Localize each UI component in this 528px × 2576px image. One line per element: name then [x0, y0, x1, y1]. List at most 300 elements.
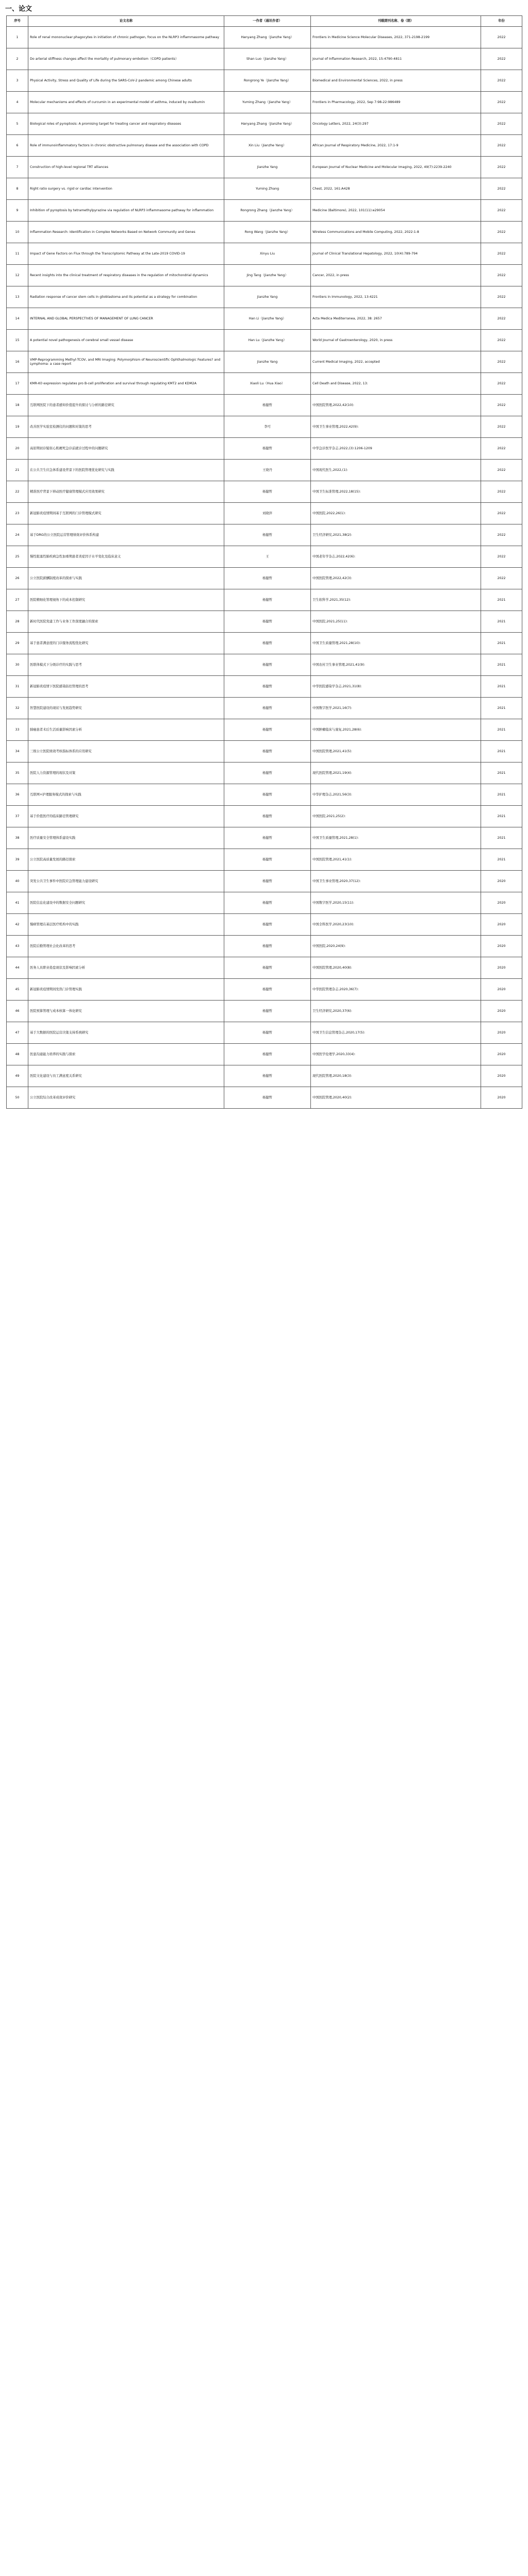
- cell-author: Shan Luo（Jianzhe Yang）: [224, 48, 311, 70]
- cell-author: Jianzhe Yang: [224, 286, 311, 308]
- cell-year: 2020: [481, 871, 522, 892]
- cell-journal: 中国数字医学,2021,16(7):: [311, 698, 481, 719]
- cell-title: 精准医疗背景下移动医疗健康管理模式应用效果研究: [28, 481, 224, 503]
- cell-no: 36: [7, 784, 28, 806]
- cell-author: Rongrong Ye（Jianzhe Yang）: [224, 70, 311, 92]
- cell-year: 2022: [481, 200, 522, 222]
- cell-journal: 中华护理杂志,2021,56(3):: [311, 784, 481, 806]
- cell-title: Inhibition of pyroptosis by tetramethylpyrazine via regulation of NLRP3 inflammasome pathway for inflammation: [28, 200, 224, 222]
- table-row: [7, 395, 522, 416]
- cell-journal: Cell Death and Disease, 2022, 13:: [311, 373, 481, 395]
- cell-author: 杨健哲: [224, 784, 311, 806]
- cell-year: 2022: [481, 438, 522, 460]
- cell-journal: 卫生经济研究,2020,37(6):: [311, 1001, 481, 1022]
- cell-year: 2022: [481, 308, 522, 330]
- cell-journal: Oncology Letters, 2022, 24(3):297: [311, 113, 481, 135]
- cell-year: 2021: [481, 784, 522, 806]
- cell-year: 2022: [481, 286, 522, 308]
- cell-year: 2022: [481, 373, 522, 395]
- cell-no: 32: [7, 698, 28, 719]
- cell-title: 高原期初诊疑似心肌梗死急诊前就诊过程中的问题研究: [28, 438, 224, 460]
- header-title: 论文名称: [28, 16, 224, 27]
- cell-journal: Frontiers in Medicine Science Molecular Diseases, 2022, 371-2198-2199: [311, 27, 481, 48]
- cell-journal: 中国医院管理,2021,41(1):: [311, 849, 481, 871]
- cell-no: 25: [7, 546, 28, 568]
- cell-title: 基于DRG的公立医院运营管理绩效评价体系构建: [28, 524, 224, 546]
- cell-journal: Acta Medica Mediterranea, 2022, 38: 2657: [311, 308, 481, 330]
- cell-year: 2022: [481, 157, 522, 178]
- cell-no: 50: [7, 1087, 28, 1109]
- cell-author: Jianzhe Yang: [224, 351, 311, 373]
- table-row: [7, 546, 522, 568]
- cell-title: 互联网医院下的患者感知价值提升的探讨与分析的路径研究: [28, 395, 224, 416]
- cell-title: 医疗质量安全管理体系建设实践: [28, 827, 224, 849]
- cell-year: 2022: [481, 178, 522, 200]
- cell-author: 杨健哲: [224, 1065, 311, 1087]
- cell-year: 2022: [481, 265, 522, 286]
- cell-title: 新冠肺炎疫情期间发热门诊管理实践: [28, 979, 224, 1001]
- table-row: [7, 524, 522, 546]
- cell-author: 杨健哲: [224, 633, 311, 654]
- table-row: [7, 1087, 522, 1109]
- cell-year: 2020: [481, 892, 522, 914]
- table-row: [7, 308, 522, 330]
- table-row: [7, 871, 522, 892]
- cell-title: Inflammation Research: Identification in Complex Networks Based on Network Community and Genes: [28, 222, 224, 243]
- header-journal: 刊载期刊名称、卷（期）: [311, 16, 481, 27]
- cell-author: 王: [224, 546, 311, 568]
- cell-journal: 中国卫生事业管理,2022,42(9):: [311, 416, 481, 438]
- cell-journal: 中国医院,2022,26(1):: [311, 503, 481, 524]
- cell-no: 24: [7, 524, 28, 546]
- cell-author: 杨健哲: [224, 1087, 311, 1109]
- table-row: [7, 568, 522, 589]
- cell-title: Molecular mechanisms and effects of curcumin in an experimental model of asthma, induced by ovalbumin: [28, 92, 224, 113]
- cell-title: 公立医院薪酬制度改革的探索与实践: [28, 568, 224, 589]
- cell-title: 医院文化建设与员工满意度关系研究: [28, 1065, 224, 1087]
- table-row: [7, 849, 522, 871]
- cell-no: 42: [7, 914, 28, 936]
- cell-title: Radiation response of cancer stem cells in glioblastoma and its potential as a strategy for combination: [28, 286, 224, 308]
- table-row: [7, 698, 522, 719]
- cell-author: Xinyu Liu: [224, 243, 311, 265]
- cell-author: 杨健哲: [224, 871, 311, 892]
- cell-journal: 中国医院管理,2022,42(3):: [311, 568, 481, 589]
- table-row: [7, 914, 522, 936]
- table-row: [7, 438, 522, 460]
- cell-author: 杨健哲: [224, 438, 311, 460]
- cell-author: 杨健哲: [224, 1001, 311, 1022]
- cell-author: Hanyang Zhang（Jianzhe Yang）: [224, 113, 311, 135]
- cell-author: 杨健哲: [224, 676, 311, 698]
- cell-no: 28: [7, 611, 28, 633]
- table-row: [7, 286, 522, 308]
- cell-author: 杨健哲: [224, 568, 311, 589]
- cell-author: 杨健哲: [224, 589, 311, 611]
- cell-journal: 中国全科医学,2020,23(10):: [311, 914, 481, 936]
- cell-year: 2021: [481, 762, 522, 784]
- cell-journal: Frontiers in Immunology, 2022, 13:4221: [311, 286, 481, 308]
- cell-year: 2021: [481, 654, 522, 676]
- table-row: [7, 1022, 522, 1044]
- table-row: [7, 373, 522, 395]
- cell-year: 2022: [481, 568, 522, 589]
- cell-journal: Journal of Clinical Translational Hepatology, 2022, 10(4):789-794: [311, 243, 481, 265]
- cell-year: 2021: [481, 698, 522, 719]
- cell-journal: 中华医院管理杂志,2020,36(7):: [311, 979, 481, 1001]
- cell-journal: 中国医院,2021,25(2):: [311, 806, 481, 827]
- cell-no: 12: [7, 265, 28, 286]
- cell-year: 2022: [481, 395, 522, 416]
- cell-author: 杨健哲: [224, 741, 311, 762]
- cell-year: 2022: [481, 481, 522, 503]
- cell-no: 16: [7, 351, 28, 373]
- cell-title: INTERNAL AND GLOBAL PERSPECTIVES OF MANAGEMENT OF LUNG CANCER: [28, 308, 224, 330]
- cell-title: 基于大数据的医院运营决策支持系统研究: [28, 1022, 224, 1044]
- table-row: [7, 633, 522, 654]
- cell-journal: Biomedical and Environmental Sciences, 2022, in press: [311, 70, 481, 92]
- cell-year: 2020: [481, 1087, 522, 1109]
- cell-title: 新冠肺炎疫情下医院感染防控管理的思考: [28, 676, 224, 698]
- table-row: [7, 351, 522, 373]
- cell-no: 40: [7, 871, 28, 892]
- cell-author: 杨健哲: [224, 395, 311, 416]
- cell-year: 2021: [481, 806, 522, 827]
- cell-author: 杨健哲: [224, 1022, 311, 1044]
- cell-year: 2021: [481, 589, 522, 611]
- cell-journal: 中国肿瘤临床与康复,2021,28(6):: [311, 719, 481, 741]
- cell-no: 10: [7, 222, 28, 243]
- cell-title: 公立医院综合改革成效评价研究: [28, 1087, 224, 1109]
- cell-author: Han Lu（Jianzhe Yang）: [224, 330, 311, 351]
- cell-year: 2021: [481, 827, 522, 849]
- cell-no: 49: [7, 1065, 28, 1087]
- cell-author: 杨健哲: [224, 481, 311, 503]
- cell-title: 肺癌患者术后生活质量影响因素分析: [28, 719, 224, 741]
- cell-author: 杨健哲: [224, 719, 311, 741]
- cell-author: 杨健哲: [224, 849, 311, 871]
- cell-author: 刘晓萍: [224, 503, 311, 524]
- cell-no: 34: [7, 741, 28, 762]
- cell-no: 20: [7, 438, 28, 460]
- cell-no: 38: [7, 827, 28, 849]
- cell-year: 2021: [481, 849, 522, 871]
- table-row: [7, 957, 522, 979]
- cell-author: Jing Tang（Jianzhe Yang）: [224, 265, 311, 286]
- cell-no: 6: [7, 135, 28, 157]
- table-row: [7, 113, 522, 135]
- cell-no: 31: [7, 676, 28, 698]
- cell-title: 突发公共卫生事件中医院应急管理能力建设研究: [28, 871, 224, 892]
- cell-no: 5: [7, 113, 28, 135]
- cell-no: 23: [7, 503, 28, 524]
- table-row: [7, 936, 522, 957]
- cell-journal: 中国农村卫生事业管理,2021,41(9):: [311, 654, 481, 676]
- table-row: [7, 979, 522, 1001]
- cell-title: 医院信息化建设中的数据安全问题研究: [28, 892, 224, 914]
- cell-year: 2020: [481, 1022, 522, 1044]
- cell-year: 2022: [481, 243, 522, 265]
- cell-year: 2020: [481, 957, 522, 979]
- table-row: [7, 611, 522, 633]
- cell-year: 2022: [481, 27, 522, 48]
- cell-year: 2022: [481, 222, 522, 243]
- cell-title: 医院精细化管理视角下的成本控制研究: [28, 589, 224, 611]
- table-body: [7, 27, 522, 1109]
- cell-journal: Cancer, 2022, in press: [311, 265, 481, 286]
- cell-year: 2021: [481, 633, 522, 654]
- cell-title: 医务人员职业倦怠现状及影响因素分析: [28, 957, 224, 979]
- table-row: [7, 654, 522, 676]
- cell-no: 8: [7, 178, 28, 200]
- cell-no: 35: [7, 762, 28, 784]
- cell-no: 33: [7, 719, 28, 741]
- table-row: [7, 416, 522, 438]
- cell-year: 2022: [481, 546, 522, 568]
- table-header-row: [7, 16, 522, 27]
- table-row: [7, 222, 522, 243]
- cell-title: A potential novel pathogenesis of cerebral small vessel disease: [28, 330, 224, 351]
- cell-title: 慢性阻塞性肺疾病急性加重期患者炎症因子水平变化及临床意义: [28, 546, 224, 568]
- cell-title: 医院人力资源管理的现状及对策: [28, 762, 224, 784]
- cell-no: 11: [7, 243, 28, 265]
- section-title: 一、论文: [5, 5, 32, 13]
- cell-year: 2020: [481, 1065, 522, 1087]
- cell-no: 2: [7, 48, 28, 70]
- cell-title: 医院后勤管理社会化改革的思考: [28, 936, 224, 957]
- cell-no: 17: [7, 373, 28, 395]
- cell-journal: 卫生软科学,2021,35(12):: [311, 589, 481, 611]
- cell-no: 19: [7, 416, 28, 438]
- table-row: [7, 460, 522, 481]
- table-row: [7, 827, 522, 849]
- cell-title: Construction of high-level regional TRT alliances: [28, 157, 224, 178]
- cell-title: KMR-K0 expression regulates pro B-cell proliferation and survival through regulating KMT2 and KDM2A: [28, 373, 224, 395]
- cell-journal: 中国卫生质量管理,2021,28(10):: [311, 633, 481, 654]
- cell-title: 医院预算管理与成本核算一体化研究: [28, 1001, 224, 1022]
- table-row: [7, 135, 522, 157]
- cell-title: 新时代医院党建工作与业务工作深度融合的探索: [28, 611, 224, 633]
- cell-title: Physical Activity, Stress and Quality of Life during the SARS-CoV-2 pandemic among Chinese adults: [28, 70, 224, 92]
- cell-author: 杨健哲: [224, 827, 311, 849]
- cell-year: 2022: [481, 113, 522, 135]
- cell-author: Rongrong Zhang（Jianzhe Yang）: [224, 200, 311, 222]
- cell-journal: World Journal of Gastroenterology, 2020, in press: [311, 330, 481, 351]
- cell-title: Role of immunoinflammatory factors in chronic obstructive pulmonary disease and the association with COPD: [28, 135, 224, 157]
- cell-no: 26: [7, 568, 28, 589]
- cell-author: 杨健哲: [224, 806, 311, 827]
- cell-author: Rong Wang（Jianzhe Yang）: [224, 222, 311, 243]
- cell-journal: 中国数字医学,2020,15(11):: [311, 892, 481, 914]
- cell-no: 39: [7, 849, 28, 871]
- cell-author: 王晓丹: [224, 460, 311, 481]
- cell-title: 在公共卫生应急体系建设背景下的医院管理优化研究与实践: [28, 460, 224, 481]
- cell-journal: 中国卫生信息管理杂志,2020,17(5):: [311, 1022, 481, 1044]
- table-row: [7, 265, 522, 286]
- publications-table: [6, 15, 522, 1109]
- cell-journal: 现代医院管理,2021,19(4):: [311, 762, 481, 784]
- cell-author: 杨健哲: [224, 914, 311, 936]
- table-row: [7, 330, 522, 351]
- cell-journal: 中国医学伦理学,2020,33(4):: [311, 1044, 481, 1065]
- cell-journal: 中国医院管理,2020,40(2):: [311, 1087, 481, 1109]
- header-year: 年份: [481, 16, 522, 27]
- cell-title: VMP-Reprogramming Methyl-TCOV, and MRI Imaging: Polymorphism of Neuroscientific Ophthalmologic Features? and Lymphoma: a case report: [28, 351, 224, 373]
- cell-no: 30: [7, 654, 28, 676]
- cell-no: 45: [7, 979, 28, 1001]
- cell-title: 医联体模式下分级诊疗的实践与思考: [28, 654, 224, 676]
- cell-journal: 中华急诊医学杂志,2022,(3):1206-1209: [311, 438, 481, 460]
- cell-journal: Chest, 2022, 161:A428: [311, 178, 481, 200]
- cell-year: 2022: [481, 135, 522, 157]
- cell-year: 2020: [481, 1001, 522, 1022]
- cell-author: 杨健哲: [224, 524, 311, 546]
- table-row: [7, 178, 522, 200]
- cell-journal: Frontiers in Pharmacology, 2022, Sep 7:98-22:986489: [311, 92, 481, 113]
- cell-no: 13: [7, 286, 28, 308]
- cell-no: 14: [7, 308, 28, 330]
- cell-journal: 中国现代医生,2022,(1):: [311, 460, 481, 481]
- table-row: [7, 27, 522, 48]
- cell-no: 18: [7, 395, 28, 416]
- table-row: [7, 741, 522, 762]
- cell-year: 2020: [481, 936, 522, 957]
- cell-year: 2021: [481, 611, 522, 633]
- table-row: [7, 719, 522, 741]
- table-row: [7, 1044, 522, 1065]
- table-row: [7, 676, 522, 698]
- cell-year: 2021: [481, 719, 522, 741]
- cell-journal: 现代医院管理,2020,18(3):: [311, 1065, 481, 1087]
- cell-journal: 中国医院管理,2022,42(10):: [311, 395, 481, 416]
- table-row: [7, 481, 522, 503]
- cell-author: 杨健哲: [224, 892, 311, 914]
- cell-no: 9: [7, 200, 28, 222]
- cell-year: 2022: [481, 70, 522, 92]
- cell-author: Yuming Zhang: [224, 178, 311, 200]
- cell-year: 2022: [481, 416, 522, 438]
- cell-title: 互联网+护理服务模式的探索与实践: [28, 784, 224, 806]
- cell-journal: 中国卫生质量管理,2021,28(1):: [311, 827, 481, 849]
- cell-year: 2021: [481, 676, 522, 698]
- cell-journal: 中国卫生事业管理,2020,37(12):: [311, 871, 481, 892]
- cell-title: Right ratio surgery vs. rigid or cardiac intervention: [28, 178, 224, 200]
- cell-year: 2022: [481, 351, 522, 373]
- cell-author: 杨健哲: [224, 654, 311, 676]
- cell-year: 2022: [481, 524, 522, 546]
- cell-year: 2022: [481, 503, 522, 524]
- cell-title: 基于患者满意度的门诊服务流程优化研究: [28, 633, 224, 654]
- cell-author: 杨健哲: [224, 611, 311, 633]
- cell-author: Hanyang Zhang（Jianzhe Yang）: [224, 27, 311, 48]
- cell-no: 37: [7, 806, 28, 827]
- table-row: [7, 892, 522, 914]
- cell-no: 43: [7, 936, 28, 957]
- cell-author: Xiaoli Lu（Hua Xiao）: [224, 373, 311, 395]
- cell-title: Impact of Gene Factors on Flux through the Transcriptomic Pathway at the Late-2019 COVID-19: [28, 243, 224, 265]
- cell-no: 15: [7, 330, 28, 351]
- cell-author: 杨健哲: [224, 1044, 311, 1065]
- cell-journal: Journal of Inflammation Research, 2022, 15:4790-4811: [311, 48, 481, 70]
- cell-title: 基于价值医疗的临床路径管理研究: [28, 806, 224, 827]
- cell-author: Jianzhe Yang: [224, 157, 311, 178]
- cell-no: 44: [7, 957, 28, 979]
- cell-year: 2021: [481, 741, 522, 762]
- cell-year: 2022: [481, 330, 522, 351]
- cell-title: 医患沟通能力培养的实践与探索: [28, 1044, 224, 1065]
- cell-year: 2020: [481, 914, 522, 936]
- cell-author: 杨健哲: [224, 957, 311, 979]
- cell-author: Yuming Zhang（Jianzhe Yang）: [224, 92, 311, 113]
- cell-title: Recent insights into the clinical treatment of respiratory diseases in the regulation of mitochondrial dynamics: [28, 265, 224, 286]
- table-row: [7, 806, 522, 827]
- cell-title: 公立医院高质量发展的路径探索: [28, 849, 224, 871]
- cell-title: Biological roles of pyroptosis: A promising target for treating cancer and respiratory diseases: [28, 113, 224, 135]
- cell-journal: Current Medical Imaging, 2022, accepted: [311, 351, 481, 373]
- cell-no: 22: [7, 481, 28, 503]
- cell-no: 27: [7, 589, 28, 611]
- table-row: [7, 243, 522, 265]
- cell-journal: 中国医院管理,2020,40(8):: [311, 957, 481, 979]
- cell-title: Role of renal mononuclear phagocytes in initiation of chronic pathogen, focus on the NLRP3 inflammasome pathway: [28, 27, 224, 48]
- table-row: [7, 157, 522, 178]
- cell-no: 1: [7, 27, 28, 48]
- cell-author: Xin Liu（Jianzhe Yang）: [224, 135, 311, 157]
- cell-no: 41: [7, 892, 28, 914]
- cell-journal: European Journal of Nuclear Medicine and Molecular Imaging, 2022, 49(7):2239-2240: [311, 157, 481, 178]
- cell-no: 21: [7, 460, 28, 481]
- table-row: [7, 784, 522, 806]
- cell-title: 三级公立医院绩效考核指标体系的应用研究: [28, 741, 224, 762]
- cell-journal: African Journal of Respiratory Medicine, 2022, 17:1-9: [311, 135, 481, 157]
- cell-no: 48: [7, 1044, 28, 1065]
- cell-title: 慢病管理在基层医疗机构中的实践: [28, 914, 224, 936]
- cell-year: 2022: [481, 92, 522, 113]
- table-row: [7, 92, 522, 113]
- cell-year: 2022: [481, 460, 522, 481]
- table-row: [7, 589, 522, 611]
- cell-title: Do arterial stiffness changes affect the mortality of pulmonary embolism（COPD patients）: [28, 48, 224, 70]
- cell-journal: 中国医院,2020,24(9):: [311, 936, 481, 957]
- cell-no: 3: [7, 70, 28, 92]
- cell-title: 智慧医院建设的现状与发展趋势研究: [28, 698, 224, 719]
- cell-author: 杨健哲: [224, 762, 311, 784]
- cell-journal: Wireless Communications and Mobile Computing, 2022, 2022:1-8: [311, 222, 481, 243]
- cell-title: 新冠肺炎疫情期间基于互联网的门诊管理模式研究: [28, 503, 224, 524]
- cell-journal: 中华医院感染学杂志,2021,31(8):: [311, 676, 481, 698]
- table-row: [7, 1065, 522, 1087]
- cell-no: 7: [7, 157, 28, 178]
- cell-year: 2022: [481, 48, 522, 70]
- cell-journal: 中国卫生标准管理,2022,18(15):: [311, 481, 481, 503]
- cell-no: 29: [7, 633, 28, 654]
- cell-journal: 卫生经济研究,2021,38(2):: [311, 524, 481, 546]
- cell-author: Han Li（Jianzhe Yang）: [224, 308, 311, 330]
- cell-no: 4: [7, 92, 28, 113]
- cell-no: 46: [7, 1001, 28, 1022]
- cell-journal: 中国医院管理,2021,41(5):: [311, 741, 481, 762]
- cell-journal: 中国老年学杂志,2022,42(6):: [311, 546, 481, 568]
- header-no: 序号: [7, 16, 28, 27]
- table-row: [7, 200, 522, 222]
- cell-journal: Medicine (Baltimore), 2022, 101(11):e29054: [311, 200, 481, 222]
- cell-year: 2020: [481, 1044, 522, 1065]
- cell-title: 改善医学实验室检测仪的问题和对策的思考: [28, 416, 224, 438]
- table-row: [7, 1001, 522, 1022]
- table-row: [7, 762, 522, 784]
- table-row: [7, 503, 522, 524]
- header-author: 一作者（通讯作者）: [224, 16, 311, 27]
